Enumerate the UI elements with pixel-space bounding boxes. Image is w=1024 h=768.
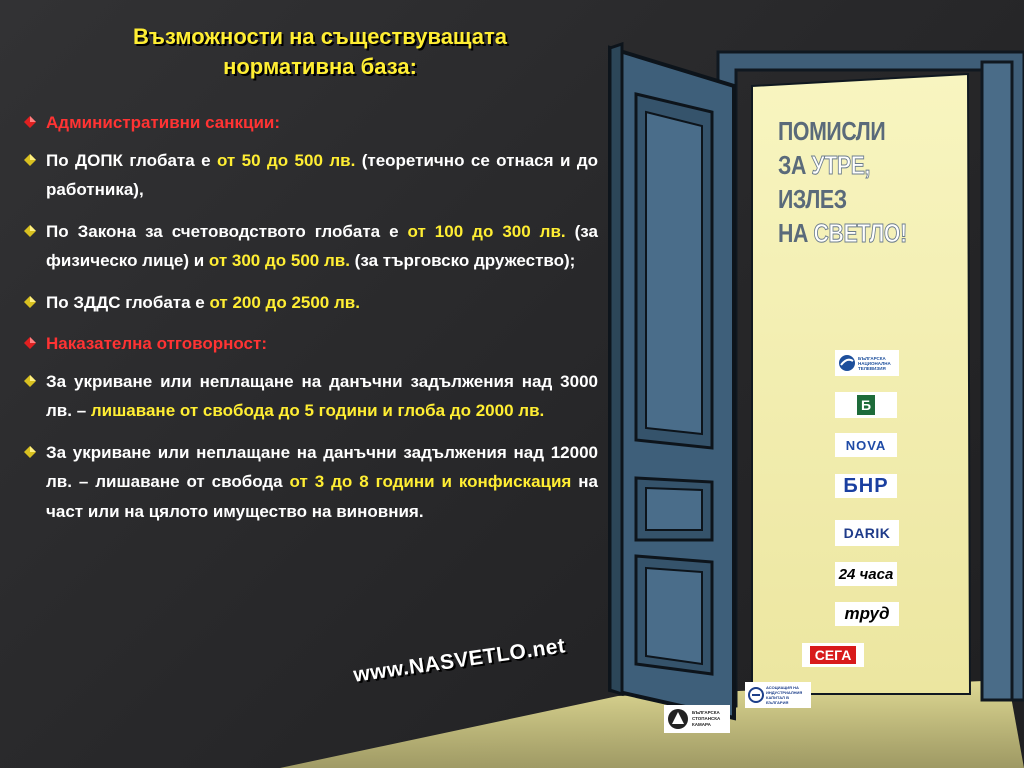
bullet-item-vat-law: По ЗДДС глобата е от 200 до 2500 лв. [24,288,598,318]
section-admin-heading: Административни санкции: [24,108,598,138]
slogan-line-4: НА СВЕТЛО! [778,218,907,248]
btv-logo: Б [835,392,897,418]
red-diamond-bullet-icon [24,116,36,128]
bsk-emblem-icon [667,708,689,730]
bullet-item-accounting-law: По Закона за счетоводството глобата е от 100 до 300 лв. (за физическо лице) и от 300 до 500 лв. (за търговско дружество); [24,217,598,276]
trud-logo: труд [835,602,899,626]
abk-emblem-icon [748,687,764,703]
slide-title [40,22,600,82]
title-line-2: нормативна база: [223,54,417,79]
bnt-emblem-icon [838,354,856,372]
slogan [778,114,926,250]
bnt-logo: БЪЛГАРСКА НАЦИОНАЛНА ТЕЛЕВИЗИЯ [835,350,899,376]
yellow-diamond-bullet-icon [24,225,36,237]
website-url[interactable]: www.NASVETLO.net [352,634,567,687]
sega-logo: СЕГА [802,643,864,667]
yellow-diamond-bullet-icon [24,154,36,166]
yellow-diamond-bullet-icon [24,446,36,458]
title-line-1: Възможности на съществуващата [132,24,508,49]
door-frame-right [982,62,1012,700]
slogan-line-2: ЗА УТРЕ, [778,150,871,180]
abk-logo: АСОЦИАЦИЯ НА ИНДУСТРИАЛНИЯ КАПИТАЛ В БЪЛГАРИЯ [745,682,811,708]
section-penal-heading: Наказателна отговорност: [24,329,598,359]
yellow-diamond-bullet-icon [24,375,36,387]
bnr-logo: БНР [835,474,897,498]
bullet-item-dopk: По ДОПК глобата е от 50 до 500 лв. (теоретично се отнася и до работника), [24,146,598,205]
24-chasa-logo: 24 часа [835,562,897,586]
door-edge [610,44,622,694]
bullet-item-penal-3000: За укриване или неплащане на данъчни задължения над 3000 лв. – лишаване от свобода до 5 години и глоба до 2000 лв. [24,367,598,426]
red-diamond-bullet-icon [24,337,36,349]
nova-logo: NOVA [835,433,897,457]
bsk-logo: БЪЛГАРСКА СТОПАНСКА КАМАРА [664,705,730,733]
bullet-item-penal-12000: За укриване или неплащане на данъчни задължения над 12000 лв. – лишаване от свобода от 3 до 8 години и конфискация на част или на цялото имущество на виновния. [24,438,598,527]
slogan-line-3: ИЗЛЕЗ [778,184,847,214]
yellow-diamond-bullet-icon [24,296,36,308]
slogan-line-1: ПОМИСЛИ [778,116,886,146]
content-body [24,108,598,538]
darik-logo: DARIK [835,520,899,546]
